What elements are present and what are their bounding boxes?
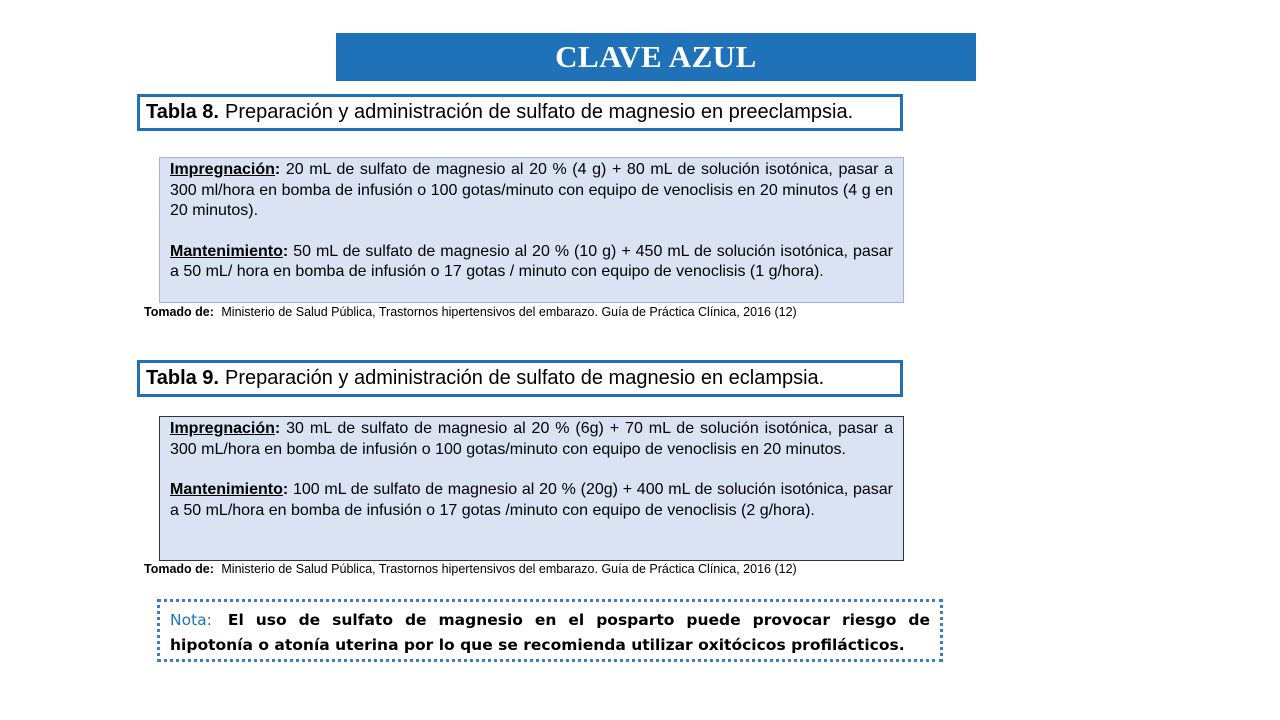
table9-content xyxy=(159,416,904,561)
nota-label: Nota: xyxy=(170,611,212,629)
table8-source-text: Ministerio de Salud Pública, Trastornos hipertensivos del embarazo. Guía de Práctica Clínica, 2016 (12) xyxy=(221,305,797,319)
table9-mantenimiento-text: 100 mL de sulfato de magnesio al 20 % (20g) + 400 mL de solución isotónica, pasar a 50 mL/hora en bomba de infusión o 17 gotas /minuto con equipo de venoclisis (2 g/hora). xyxy=(170,481,893,519)
table8-impregnacion-label: Impregnación xyxy=(170,161,275,178)
table9-title xyxy=(137,360,903,397)
nota-text: El uso de sulfato de magnesio en el posparto puede provocar riesgo de hipotonía o atonía uterina por lo que se recomienda utilizar oxitócicos profilácticos. xyxy=(170,611,930,654)
table9-impregnacion: Impregnación: 30 mL de sulfato de magnesio al 20 % (6g) + 70 mL de solución isotónica, pasar a 300 mL/hora en bomba de infusión o 100 gotas/minuto con equipo de venoclisis en 20 minutos. xyxy=(170,420,893,458)
clave-azul-banner xyxy=(336,33,976,81)
table8-impregnacion-text: 20 mL de sulfato de magnesio al 20 % (4 g) + 80 mL de solución isotónica, pasar a 300 ml/hora en bomba de infusión o 100 gotas/minuto con equipo de venoclisis en 20 minutos (4 g en 20 minutos). xyxy=(170,161,893,219)
table9-impregnacion-text: 30 mL de sulfato de magnesio al 20 % (6g) + 70 mL de solución isotónica, pasar a 300 mL/hora en bomba de infusión o 100 gotas/minuto con equipo de venoclisis en 20 minutos. xyxy=(170,420,893,458)
banner-title: CLAVE AZUL xyxy=(555,39,757,74)
table9-mantenimiento-label: Mantenimiento xyxy=(170,481,283,498)
table8-label: Tabla 8. xyxy=(146,101,219,123)
table8-mantenimiento: Mantenimiento: 50 mL de sulfato de magnesio al 20 % (10 g) + 450 mL de solución isotónica, pasar a 50 mL/ hora en bomba de infusión o 17 gotas / minuto con equipo de venoclisis (1 g/hora). xyxy=(170,242,893,280)
table9-source-text: Ministerio de Salud Pública, Trastornos hipertensivos del embarazo. Guía de Práctica Clínica, 2016 (12) xyxy=(221,562,797,576)
table8-source xyxy=(144,305,797,319)
table8-content xyxy=(159,157,904,303)
table8-source-label: Tomado de: xyxy=(144,305,214,319)
table9-label: Tabla 9. xyxy=(146,367,219,389)
table8-impregnacion: Impregnación: 20 mL de sulfato de magnesio al 20 % (4 g) + 80 mL de solución isotónica, pasar a 300 ml/hora en bomba de infusión o 100 gotas/minuto con equipo de venoclisis en 20 minutos (4 g en 20 minutos). xyxy=(170,161,893,219)
table9-source xyxy=(144,562,797,576)
table9-impregnacion-label: Impregnación xyxy=(170,420,275,437)
table8-title xyxy=(137,94,903,131)
table8-title-text: Preparación y administración de sulfato de magnesio en preeclampsia. xyxy=(225,101,854,123)
table9-source-label: Tomado de: xyxy=(144,562,214,576)
table8-mantenimiento-text: 50 mL de sulfato de magnesio al 20 % (10 g) + 450 mL de solución isotónica, pasar a 50 mL/ hora en bomba de infusión o 17 gotas / minuto con equipo de venoclisis (1 g/hora). xyxy=(170,242,893,280)
table9-mantenimiento: Mantenimiento: 100 mL de sulfato de magnesio al 20 % (20g) + 400 mL de solución isotónica, pasar a 50 mL/hora en bomba de infusión o 17 gotas /minuto con equipo de venoclisis (2 g/hora). xyxy=(170,481,893,519)
table8-mantenimiento-label: Mantenimiento xyxy=(170,242,283,260)
nota-box xyxy=(157,599,943,662)
table9-title-text: Preparación y administración de sulfato de magnesio en eclampsia. xyxy=(225,367,825,389)
